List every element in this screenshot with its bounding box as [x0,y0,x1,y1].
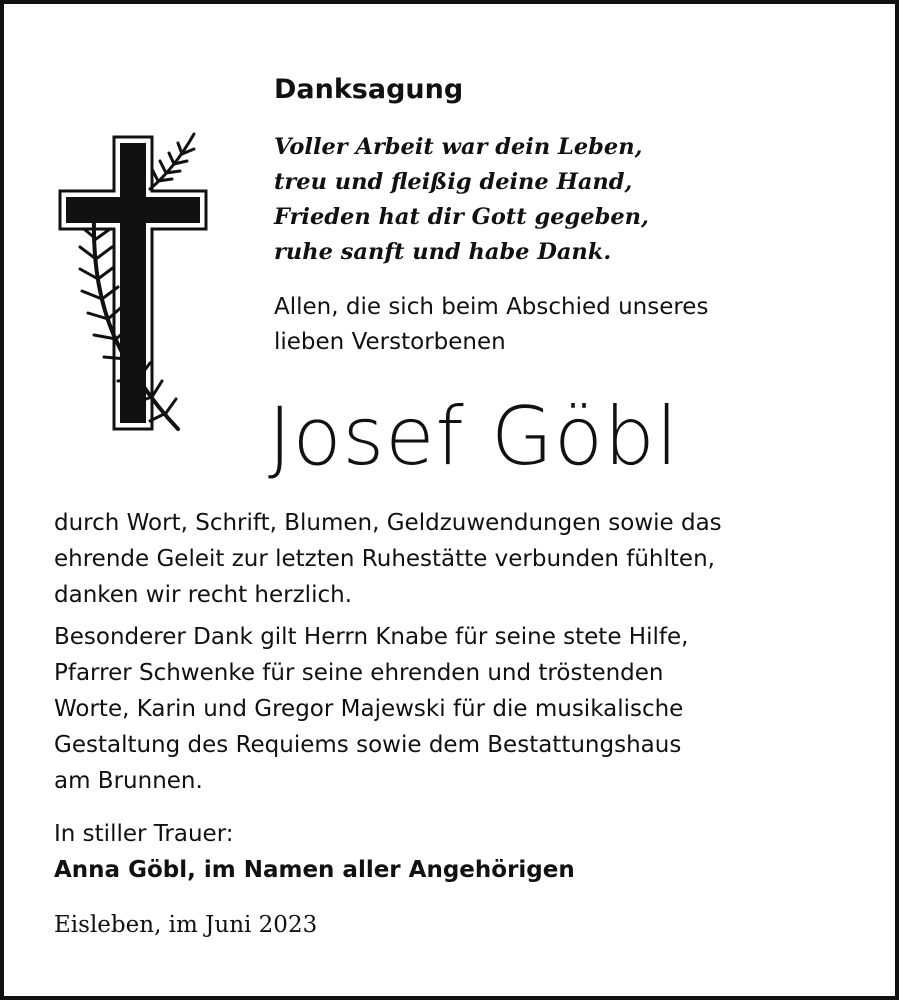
intro-line: lieben Verstorbenen [274,329,506,355]
intro-text [274,290,834,360]
poem [274,130,649,270]
mourning-label: In stiller Trauer: [54,821,234,847]
place-date: Eisleben, im Juni 2023 [54,912,318,938]
paragraph-line: am Brunnen. [54,768,203,794]
paragraph-line: ehrende Geleit zur letzten Ruhestätte verbunden fühlten, [54,546,715,572]
poem-line: Voller Arbeit war dein Leben, [274,134,643,160]
cross-with-palm-frond-icon [54,129,214,439]
paragraph-line: durch Wort, Schrift, Blumen, Geldzuwendungen sowie das [54,510,722,536]
deceased-name: Josef Göbl [268,390,679,483]
intro-line: Allen, die sich beim Abschied unseres [274,294,709,320]
paragraph-line: danken wir recht herzlich. [54,582,353,608]
poem-line: ruhe sanft und habe Dank. [274,239,612,265]
signers: Anna Göbl, im Namen aller Angehörigen [54,857,575,883]
notice-heading: Danksagung [274,74,464,105]
paragraph-line: Gestaltung des Requiems sowie dem Bestattungshaus [54,732,682,758]
thanks-paragraph [54,505,874,613]
special-thanks-paragraph [54,619,874,799]
paragraph-line: Worte, Karin und Gregor Majewski für die musikalische [54,696,684,722]
paragraph-line: Besonderer Dank gilt Herrn Knabe für seine stete Hilfe, [54,624,689,650]
poem-line: Frieden hat dir Gott gegeben, [274,204,649,230]
poem-line: treu und fleißig deine Hand, [274,169,633,195]
paragraph-line: Pfarrer Schwenke für seine ehrenden und tröstenden [54,660,664,686]
